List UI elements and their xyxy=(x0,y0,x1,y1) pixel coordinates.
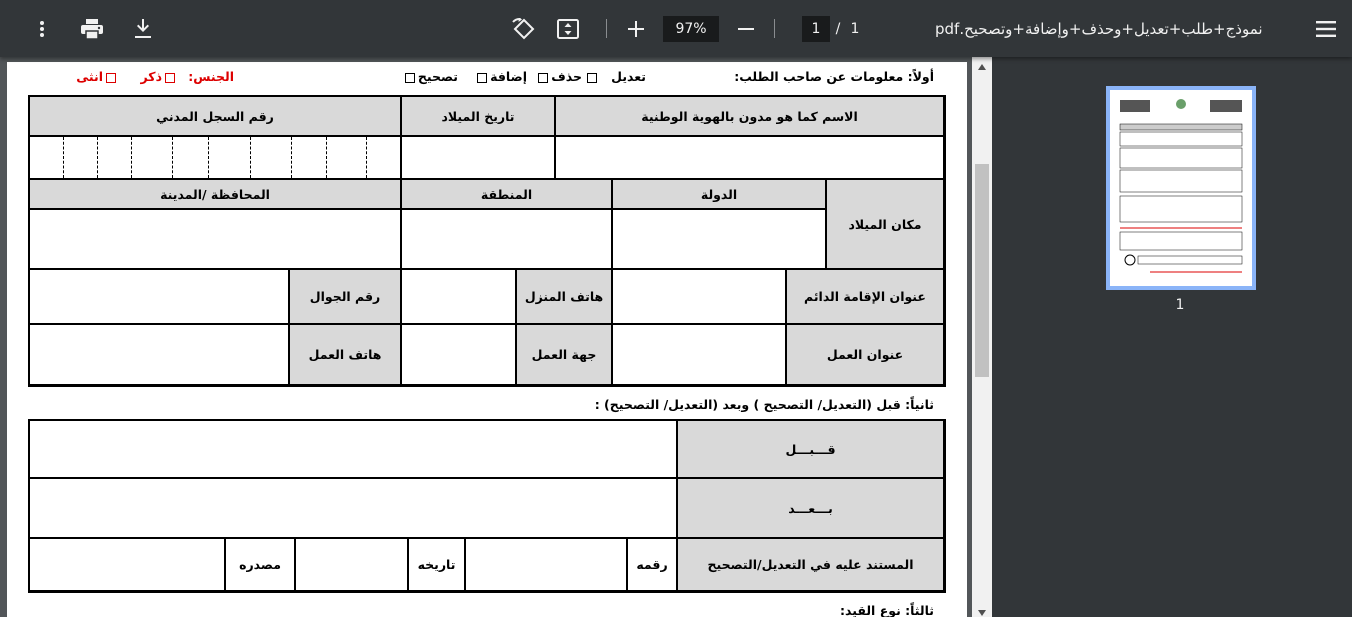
before-field[interactable] xyxy=(29,420,677,478)
request-type-add[interactable] xyxy=(474,69,527,84)
add-checkbox[interactable] xyxy=(477,73,487,83)
plus-icon[interactable] xyxy=(624,0,648,57)
civil-record-field[interactable] xyxy=(29,136,401,179)
gender-female-label: انثى xyxy=(76,69,103,84)
minus-icon[interactable] xyxy=(734,0,758,57)
header-birthdate: تاريخ الميلاد xyxy=(401,96,555,136)
rotate-icon[interactable] xyxy=(510,0,536,57)
vertical-scrollbar[interactable] xyxy=(972,57,992,617)
scroll-up-icon[interactable] xyxy=(978,64,986,70)
before-label: قـــبـــل xyxy=(677,420,944,478)
scrollbar-thumb[interactable] xyxy=(975,164,989,377)
section3-title: ثالثاً: نوع القيد: xyxy=(840,603,934,617)
permanent-address-field[interactable] xyxy=(612,269,786,324)
birthdate-field[interactable] xyxy=(401,136,555,179)
more-vert-icon[interactable] xyxy=(32,0,52,57)
female-checkbox[interactable] xyxy=(106,73,116,83)
work-entity-label: جهة العمل xyxy=(516,324,612,385)
doc-date-field[interactable] xyxy=(295,538,408,591)
gender-male[interactable] xyxy=(141,69,178,84)
gender-label: الجنس: xyxy=(188,69,234,84)
digit-divider xyxy=(366,137,367,178)
governorate-field[interactable] xyxy=(29,209,401,269)
hamburger-menu-icon[interactable] xyxy=(1311,0,1341,57)
header-country: الدولة xyxy=(612,179,826,209)
work-address-label: عنوان العمل xyxy=(786,324,944,385)
thumbnail-preview-icon xyxy=(1110,90,1252,286)
print-icon[interactable] xyxy=(78,0,106,57)
pdf-page xyxy=(7,62,967,617)
section1-title: أولاً: معلومات عن صاحب الطلب: xyxy=(734,69,934,84)
scroll-down-icon[interactable] xyxy=(978,610,986,616)
gender-female[interactable] xyxy=(76,69,119,84)
request-type-correct-label: تصحيح xyxy=(417,69,458,84)
header-civil-record: رقم السجل المدني xyxy=(29,96,401,136)
download-icon[interactable] xyxy=(130,0,156,57)
page-separator: / xyxy=(835,20,841,37)
digit-divider xyxy=(250,137,251,178)
toolbar-divider xyxy=(774,19,775,38)
male-checkbox[interactable] xyxy=(165,73,175,83)
thumbnail-sidebar xyxy=(992,57,1352,617)
request-type-edit-label: تعديل xyxy=(611,69,646,84)
page-number-box[interactable] xyxy=(800,0,832,57)
page-thumbnail[interactable] xyxy=(1106,86,1256,290)
pdf-viewer-area[interactable] xyxy=(0,57,992,617)
doc-date-label: تاريخه xyxy=(408,538,465,591)
request-type-delete-label: حذف xyxy=(551,69,582,84)
doc-number-label: رقمه xyxy=(627,538,677,591)
doc-source-label: مصدره xyxy=(225,538,295,591)
request-type-correct[interactable] xyxy=(402,69,458,84)
country-field[interactable] xyxy=(612,209,826,269)
digit-divider xyxy=(63,137,64,178)
digit-divider xyxy=(208,137,209,178)
header-region: المنطقة xyxy=(401,179,612,209)
work-phone-field[interactable] xyxy=(29,324,289,385)
after-label: بـــعـــد xyxy=(677,478,944,538)
digit-divider xyxy=(172,137,173,178)
permanent-address-label: عنوان الإقامة الدائم xyxy=(786,269,944,324)
mobile-number-field[interactable] xyxy=(29,269,289,324)
toolbar-divider xyxy=(606,19,607,38)
request-type-delete[interactable] xyxy=(535,69,582,84)
home-phone-field[interactable] xyxy=(401,269,516,324)
work-phone-label: هاتف العمل xyxy=(289,324,401,385)
work-address-field[interactable] xyxy=(612,324,786,385)
page-number-input[interactable]: 1 xyxy=(802,16,830,42)
zoom-level-input[interactable]: 97% xyxy=(663,16,719,42)
correct-checkbox[interactable] xyxy=(405,73,415,83)
thumbnail-page-number: 1 xyxy=(1175,297,1185,313)
header-name: الاسم كما هو مدون بالهوية الوطنية xyxy=(555,96,944,136)
document-basis-label: المستند عليه في التعديل/التصحيح xyxy=(677,538,944,591)
name-field[interactable] xyxy=(555,136,944,179)
after-field[interactable] xyxy=(29,478,677,538)
gender-male-label: ذكر xyxy=(140,69,162,84)
request-type-edit[interactable] xyxy=(584,69,646,84)
fit-to-page-icon[interactable] xyxy=(555,0,581,57)
home-phone-label: هاتف المنزل xyxy=(516,269,612,324)
header-governorate: المحافظة /المدينة xyxy=(29,179,401,209)
mobile-number-label: رقم الجوال xyxy=(289,269,401,324)
work-entity-field[interactable] xyxy=(401,324,516,385)
digit-divider xyxy=(291,137,292,178)
document-title: نموذج+طلب+تعديل+وحذف+وإضافة+وتصحيح.pdf xyxy=(935,19,1263,38)
doc-number-field[interactable] xyxy=(465,538,627,591)
delete-checkbox[interactable] xyxy=(538,73,548,83)
page-total: 1 xyxy=(850,20,860,37)
digit-divider xyxy=(131,137,132,178)
pdf-toolbar xyxy=(0,0,1352,57)
edit-checkbox[interactable] xyxy=(587,73,597,83)
digit-divider xyxy=(326,137,327,178)
document-title-wrap xyxy=(935,0,1295,57)
doc-source-field[interactable] xyxy=(29,538,225,591)
digit-divider xyxy=(97,137,98,178)
region-field[interactable] xyxy=(401,209,612,269)
request-type-add-label: إضافة xyxy=(490,69,527,84)
birthplace-label: مكان الميلاد xyxy=(826,179,944,269)
section2-title: ثانياً: قبل (التعديل/ التصحيح ) وبعد (التعديل/ التصحيح) : xyxy=(594,397,934,412)
zoom-level-box[interactable] xyxy=(663,0,719,57)
